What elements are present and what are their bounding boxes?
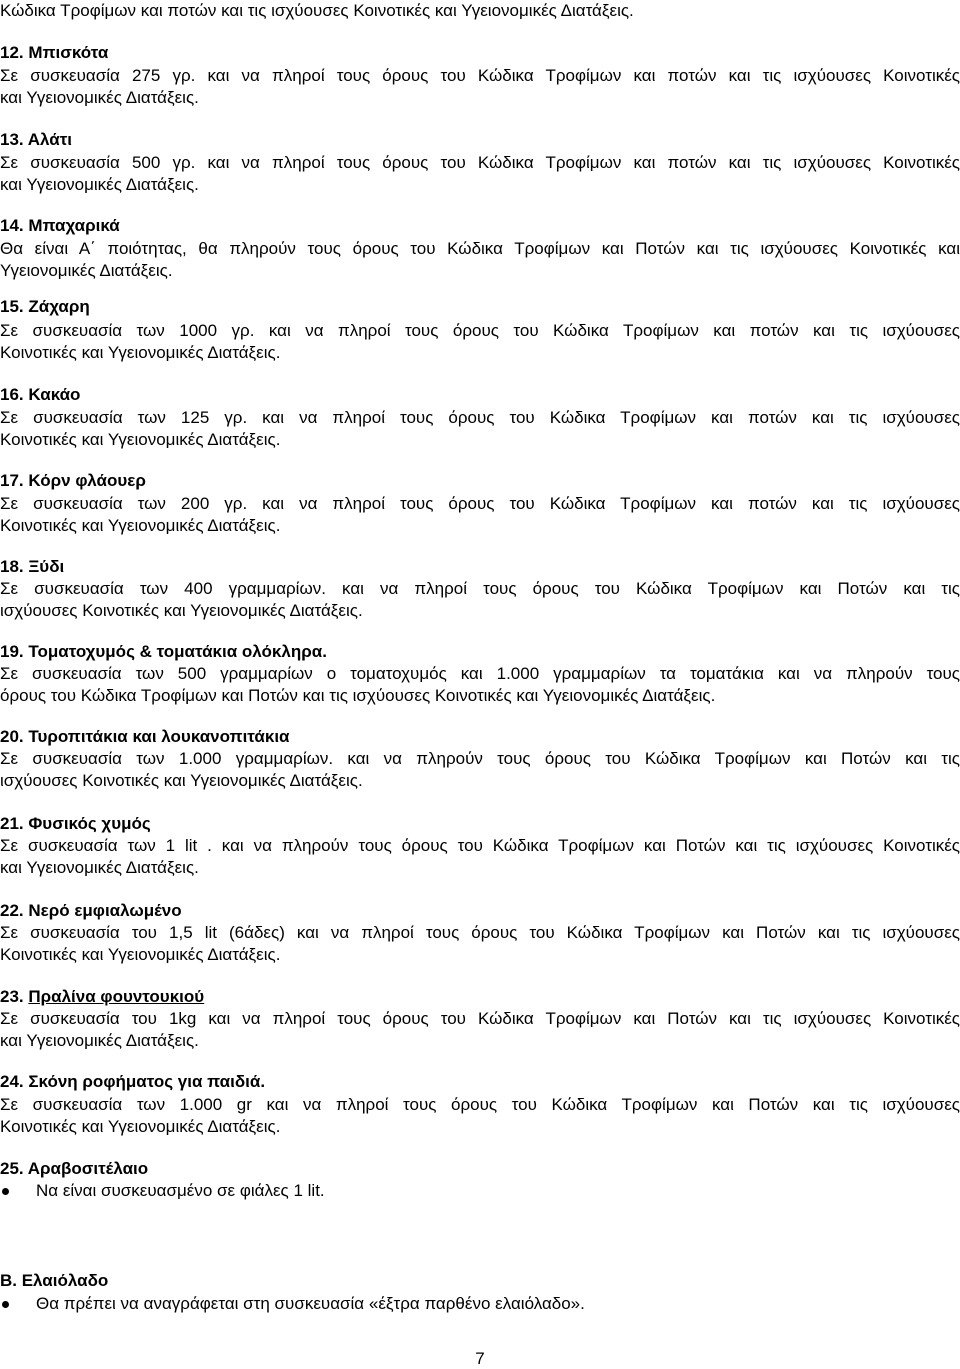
item-heading: 16. Κακάο <box>0 385 81 404</box>
item-text-line: όρους του Κώδικα Τροφίμων και Ποτών και τις ισχύουσες Κοινοτικές και Υγειονομικές Διατάξεις. <box>0 686 716 705</box>
section-heading: Β. Ελαιόλαδο <box>0 1271 109 1290</box>
item-heading: 19. Τοματοχυμός & τοματάκια ολόκληρα. <box>0 642 327 661</box>
item-heading: 20. Τυροπιτάκια και λουκανοπιτάκια <box>0 727 290 746</box>
page-number: 7 <box>475 1349 485 1368</box>
bullet-text: Θα πρέπει να αναγράφεται στη συσκευασία «έξτρα παρθένο ελαιόλαδο». <box>36 1294 585 1313</box>
item-text-line: και Υγειονομικές Διατάξεις. <box>0 175 199 194</box>
item-text-line: Κοινοτικές και Υγειονομικές Διατάξεις. <box>0 516 281 535</box>
item-heading: 15. Ζάχαρη <box>0 297 90 316</box>
item-text-line: Σε συσκευασία των 1.000 γραμμαρίων. και να πληρούν τους όρους του Κώδικα Τροφίμων και Ποτών και τις <box>0 749 960 768</box>
item-text-line: Θα είναι Α΄ ποιότητας, θα πληρούν τους όρους του Κώδικα Τροφίμων και Ποτών και τις ισχύουσες Κοινοτικές και <box>0 239 960 258</box>
item-heading: 21. Φυσικός χυμός <box>0 814 151 833</box>
item-text-line: Σε συσκευασία των 1 lit . και να πληρούν τους όρους του Κώδικα Τροφίμων και Ποτών και τις ισχύουσες Κοινοτικές <box>0 836 960 855</box>
item-text-line: Υγειονομικές Διατάξεις. <box>0 261 173 280</box>
item-title: Πραλίνα φουντουκιού <box>28 987 205 1006</box>
item-text-line: Σε συσκευασία των 400 γραμμαρίων. και να πληροί τους όρους του Κώδικα Τροφίμων και Ποτών και τις <box>0 579 960 598</box>
item-heading: 17. Κόρν φλάουερ <box>0 471 146 490</box>
item-text-line: ισχύουσες Κοινοτικές και Υγειονομικές Διατάξεις. <box>0 771 363 790</box>
item-text-line: Σε συσκευασία των 1000 γρ. και να πληροί τους όρους του Κώδικα Τροφίμων και ποτών και τις ισχύουσες <box>0 321 960 340</box>
item-heading: 25. Αραβοσιτέλαιο <box>0 1159 149 1178</box>
item-text-line: και Υγειονομικές Διατάξεις. <box>0 858 199 877</box>
item-text-line: Σε συσκευασία των 200 γρ. και να πληροί τους όρους του Κώδικα Τροφίμων και ποτών και τις ισχύουσες <box>0 494 960 513</box>
item-text-line: Σε συσκευασία 275 γρ. και να πληροί τους όρους του Κώδικα Τροφίμων και ποτών και τις ισχύουσες Κοινοτικές <box>0 66 960 85</box>
item-text-line: Σε συσκευασία του 1,5 lit (6άδες) και να πληροί τους όρους του Κώδικα Τροφίμων και Ποτών και τις ισχύουσες <box>0 923 960 942</box>
bullet-icon <box>2 1301 9 1308</box>
item-text-line: Κοινοτικές και Υγειονομικές Διατάξεις. <box>0 945 281 964</box>
bullet-icon <box>2 1188 9 1195</box>
intro-line: Κώδικα Τροφίμων και ποτών και τις ισχύουσες Κοινοτικές και Υγειονομικές Διατάξεις. <box>0 1 634 20</box>
item-heading: 18. Ξύδι <box>0 557 65 576</box>
item-text-line: ισχύουσες Κοινοτικές και Υγειονομικές Διατάξεις. <box>0 601 363 620</box>
item-heading <box>0 986 960 1007</box>
item-text-line: Κοινοτικές και Υγειονομικές Διατάξεις. <box>0 343 281 362</box>
item-heading: 12. Μπισκότα <box>0 43 109 62</box>
item-heading: 14. Μπαχαρικά <box>0 216 120 235</box>
item-text-line: Σε συσκευασία των 1.000 gr και να πληροί τους όρους του Κώδικα Τροφίμων και Ποτών και τις ισχύουσες <box>0 1095 960 1114</box>
item-text-line: Σε συσκευασία των 125 γρ. και να πληροί τους όρους του Κώδικα Τροφίμων και ποτών και τις ισχύουσες <box>0 408 960 427</box>
item-text-line: Σε συσκευασία του 1kg και να πληροί τους όρους του Κώδικα Τροφίμων και Ποτών και τις ισχύουσες Κοινοτικές <box>0 1009 960 1028</box>
bullet-text: Να είναι συσκευασμένο σε φιάλες 1 lit. <box>36 1181 325 1200</box>
item-text-line: Κοινοτικές και Υγειονομικές Διατάξεις. <box>0 430 281 449</box>
item-heading: 13. Αλάτι <box>0 130 73 149</box>
item-heading: 24. Σκόνη ροφήματος για παιδιά. <box>0 1072 266 1091</box>
item-text-line: Σε συσκευασία 500 γρ. και να πληροί τους όρους του Κώδικα Τροφίμων και ποτών και τις ισχύουσες Κοινοτικές <box>0 153 960 172</box>
item-text-line: Σε συσκευασία των 500 γραμμαρίων ο τοματοχυμός και 1.000 γραμμαρίων τα τοματάκια και να πληρούν τους <box>0 664 960 683</box>
item-text-line: Κοινοτικές και Υγειονομικές Διατάξεις. <box>0 1117 281 1136</box>
item-heading: 22. Νερό εμφιαλωμένο <box>0 901 182 920</box>
item-number: 23. <box>0 987 29 1006</box>
item-text-line: και Υγειονομικές Διατάξεις. <box>0 88 199 107</box>
item-text-line: και Υγειονομικές Διατάξεις. <box>0 1031 199 1050</box>
